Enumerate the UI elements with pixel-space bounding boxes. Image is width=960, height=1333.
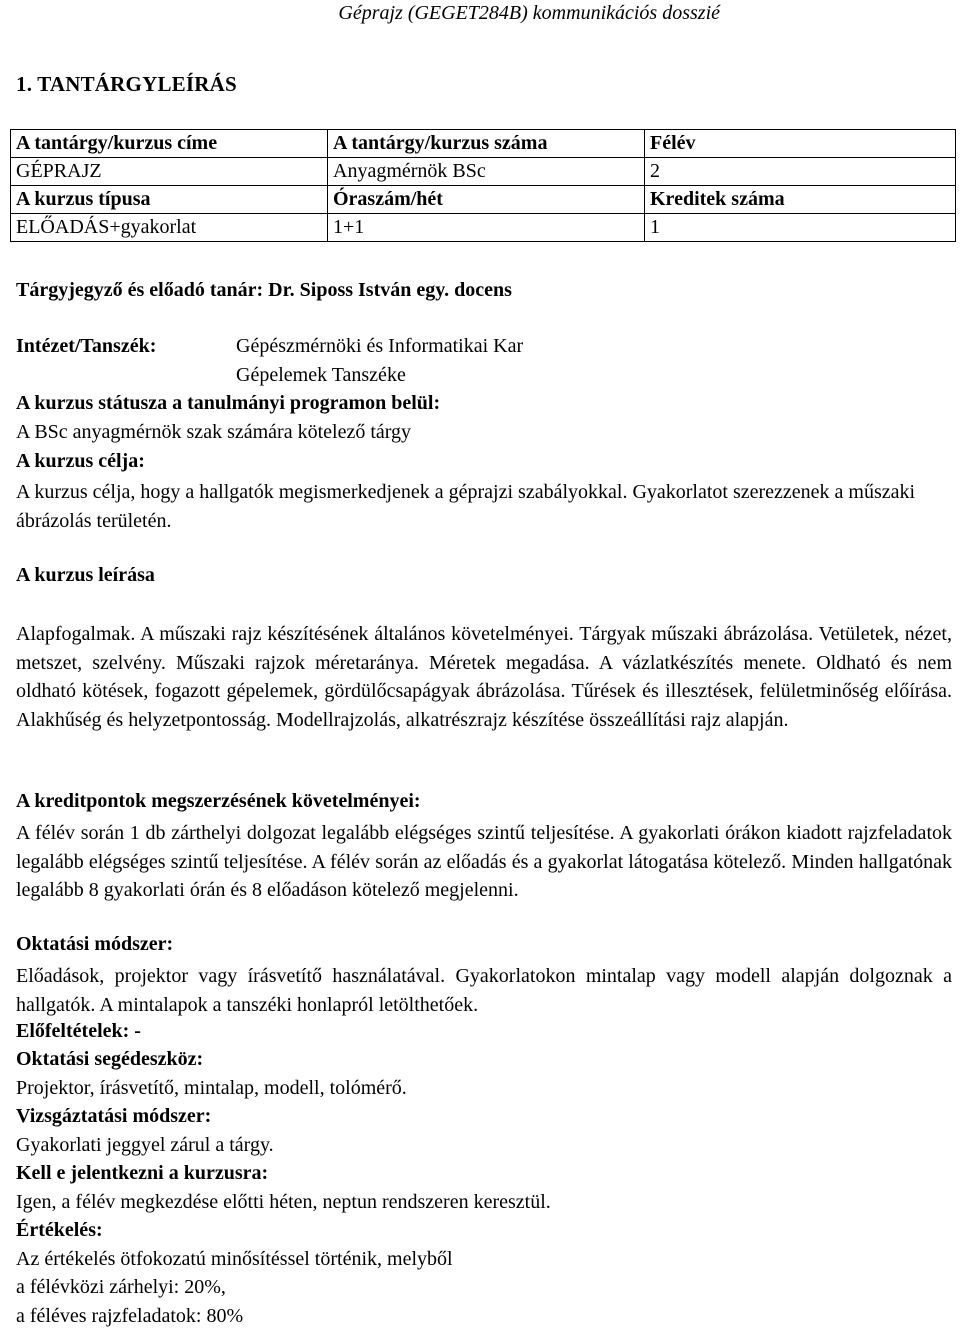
table-cell: Kreditek száma (645, 186, 956, 214)
tools-label: Oktatási segédeszköz: (16, 1048, 204, 1070)
evaluation-line-1: Az értékelés ötfokozatú minősítéssel történik, melyből (16, 1248, 453, 1270)
table-row (11, 158, 956, 186)
prereq-label: Előfeltételek: - (16, 1020, 141, 1042)
evaluation-line-3: a féléves rajzfeladatok: 80% (16, 1305, 244, 1327)
lecturer-line: Tárgyjegyző és előadó tanár: Dr. Siposs István egy. docens (16, 279, 512, 301)
evaluation-label: Értékelés: (16, 1219, 103, 1241)
credits-label: A kreditpontok megszerzésének követelményei: (16, 790, 421, 812)
institute-label: Intézet/Tanszék: (16, 335, 157, 357)
table-cell: A kurzus típusa (11, 186, 328, 214)
institute-faculty: Gépészmérnöki és Informatikai Kar (236, 335, 524, 357)
table-row (11, 186, 956, 214)
goal-label: A kurzus célja: (16, 450, 145, 472)
institute-department: Gépelemek Tanszéke (236, 364, 406, 386)
table-cell: Óraszám/hét (328, 186, 645, 214)
course-info-table (10, 129, 956, 242)
evaluation-line-2: a félévközi zárhelyi: 20%, (16, 1276, 226, 1298)
exam-text: Gyakorlati jeggyel zárul a tárgy. (16, 1134, 274, 1156)
table-cell: A tantárgy/kurzus száma (328, 130, 645, 158)
status-label: A kurzus státusza a tanulmányi programon belül: (16, 392, 441, 414)
table-row (11, 214, 956, 242)
tools-text: Projektor, írásvetítő, mintalap, modell, tolómérő. (16, 1077, 407, 1099)
table-cell: 1 (645, 214, 956, 242)
register-text: Igen, a félév megkezdése előtti héten, neptun rendszeren keresztül. (16, 1191, 551, 1213)
table-cell: ELŐADÁS+gyakorlat (11, 214, 328, 242)
table-cell: 1+1 (328, 214, 645, 242)
goal-text: A kurzus célja, hogy a hallgatók megismerkedjenek a géprajzi szabályokkal. Gyakorlatot szerezzenek a műszaki ábrázolás területén. (16, 481, 916, 532)
table-cell: Anyagmérnök BSc (328, 158, 645, 186)
table-cell: Félév (645, 130, 956, 158)
section-title: 1. TANTÁRGYLEÍRÁS (16, 72, 237, 96)
method-label: Oktatási módszer: (16, 933, 174, 955)
table-cell: GÉPRAJZ (11, 158, 328, 186)
table-cell: 2 (645, 158, 956, 186)
document-header: Géprajz (GEGET284B) kommunikációs dosszié (338, 2, 720, 24)
method-text: Előadások, projektor vagy írásvetítő használatával. Gyakorlatokon mintalap vagy modell alapján dolgoznak a hallgatók. A mintalapok a tanszéki honlapról letölthetőek. (16, 965, 952, 1016)
credits-text: A félév során 1 db zárthelyi dolgozat legalább elégséges szintű teljesítése. A gyakorlati órákon kiadott rajzfeladatok legalább elégséges szintű teljesítése. A félév során az előadás és a gyakorlat látogatása kötelező. Minden hallgatónak legalább 8 gyakorlati órán és 8 előadáson kötelező megjelenni. (16, 822, 952, 902)
register-label: Kell e jelentkezni a kurzusra: (16, 1162, 269, 1184)
status-text: A BSc anyagmérnök szak számára kötelező tárgy (16, 421, 412, 443)
description-text: Alapfogalmak. A műszaki rajz készítésének általános követelményei. Tárgyak műszaki ábrázolása. Vetületek, nézet, metszet, szelvény. Műszaki rajzok méretaránya. Méretek megadása. A vázlatkészítés menete. Oldható és nem oldható kötések, fogazott gépelemek, gördülőcsapágyak ábrázolása. Tűrések és illesztések, felületminőség előírása. Alakhűség és helyzetpontosság. Modellrajzolás, alkatrészrajz készítése összeállítási rajz alapján. (16, 623, 952, 731)
table-row (11, 130, 956, 158)
exam-label: Vizsgáztatási módszer: (16, 1105, 212, 1127)
description-label: A kurzus leírása (16, 564, 155, 586)
table-cell: A tantárgy/kurzus címe (11, 130, 328, 158)
